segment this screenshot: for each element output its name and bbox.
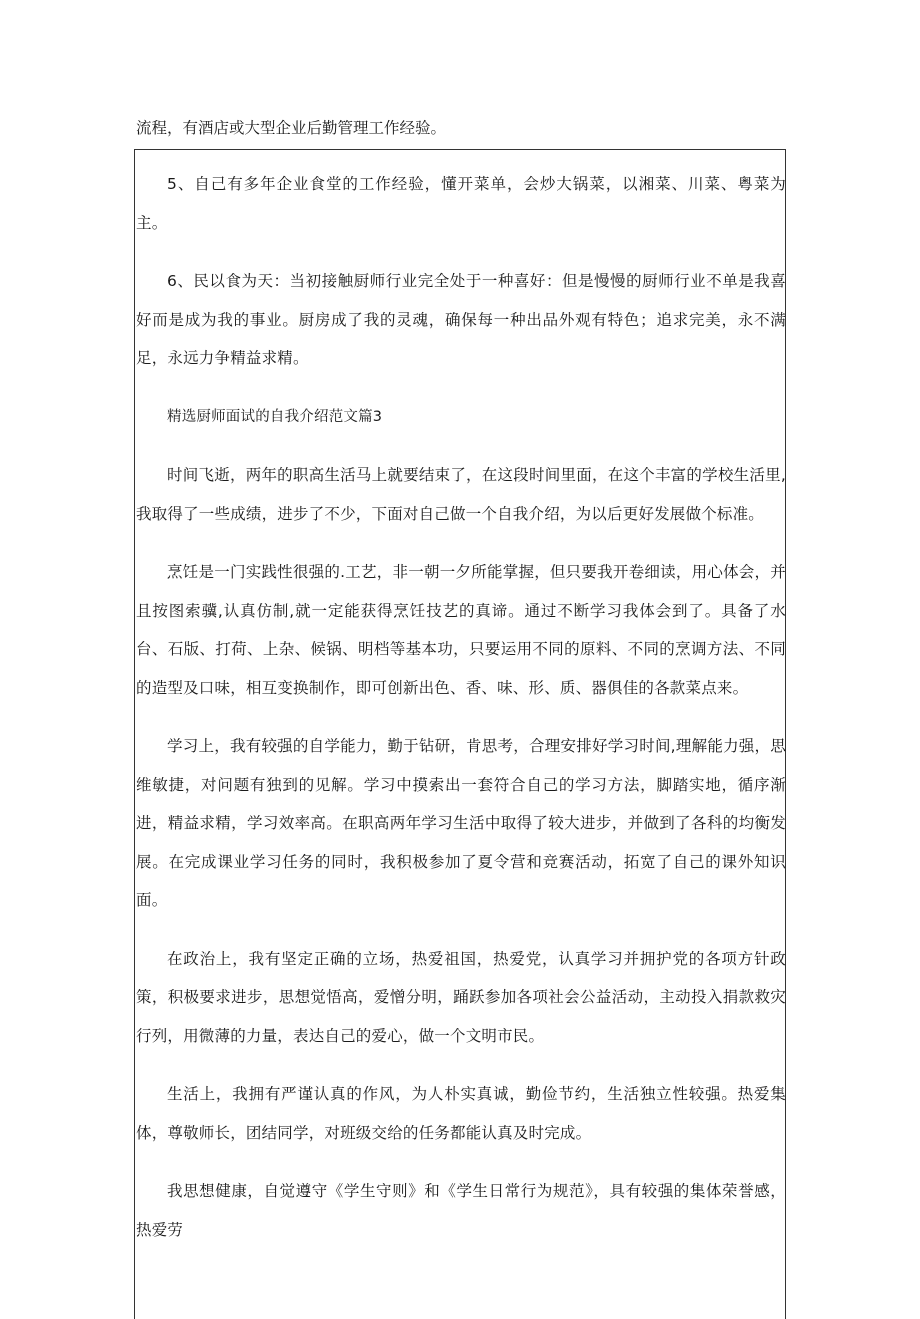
paragraph-item-6: 6、民以食为天：当初接触厨师行业完全处于一种喜好：但是慢慢的厨师行业不单是我喜好而是成为我的事业。厨房成了我的灵魂，确保每一种出品外观有特色；追求完美，永不满足，永远力争精益求精。 — [136, 272, 786, 367]
paragraph-thought: 我思想健康，自觉遵守《学生守则》和《学生日常行为规范》，具有较强的集体荣誉感，热爱劳 — [136, 1182, 786, 1239]
section-heading: 精选厨师面试的自我介绍范文篇3 — [167, 408, 383, 425]
paragraph-life: 生活上，我拥有严谨认真的作风，为人朴实真诚，勤俭节约，生活独立性较强。热爱集体，尊敬师长，团结同学，对班级交给的任务都能认真及时完成。 — [136, 1085, 786, 1142]
content-body — [136, 165, 786, 1269]
paragraph-item-5: 5、自己有多年企业食堂的工作经验，懂开菜单，会炒大锅菜，以湘菜、川菜、粤菜为主。 — [136, 175, 786, 232]
lead-text: 流程，有酒店或大型企业后勤管理工作经验。 — [136, 119, 447, 137]
paragraph-intro: 时间飞逝，两年的职高生活马上就要结束了，在这段时间里面，在这个丰富的学校生活里,我取得了一些成绩，进步了不少，下面对自己做一个自我介绍，为以后更好发展做个标准。 — [136, 466, 786, 523]
paragraph-politics: 在政治上，我有坚定正确的立场，热爱祖国，热爱党，认真学习并拥护党的各项方针政策，积极要求进步，思想觉悟高，爱憎分明，踊跃参加各项社会公益活动，主动投入捐款救灾行列，用微薄的力量，表达自己的爱心，做一个文明市民。 — [136, 949, 786, 1045]
paragraph-study: 学习上，我有较强的自学能力，勤于钻研，肯思考，合理安排好学习时间,理解能力强，思维敏捷，对问题有独到的见解。学习中摸索出一套符合自己的学习方法，脚踏实地，循序渐进，精益求精，学习效率高。在职高两年学习生活中取得了较大进步，并做到了各科的均衡发展。在完成课业学习任务的同时，我积极参加了夏令营和竞赛活动，拓宽了自己的课外知识面。 — [136, 737, 786, 909]
paragraph-cooking: 烹饪是一门实践性很强的.工艺，非一朝一夕所能掌握，但只要我开卷细读，用心体会，并且按图索骥,认真仿制,就一定能获得烹饪技艺的真谛。通过不断学习我体会到了。具备了水台、石版、打荷、上杂、候锅、明档等基本功，只要运用不同的原料、不同的烹调方法、不同的造型及口味，相互变换制作，即可创新出色、香、味、形、质、器俱佳的各款菜点来。 — [136, 563, 786, 697]
